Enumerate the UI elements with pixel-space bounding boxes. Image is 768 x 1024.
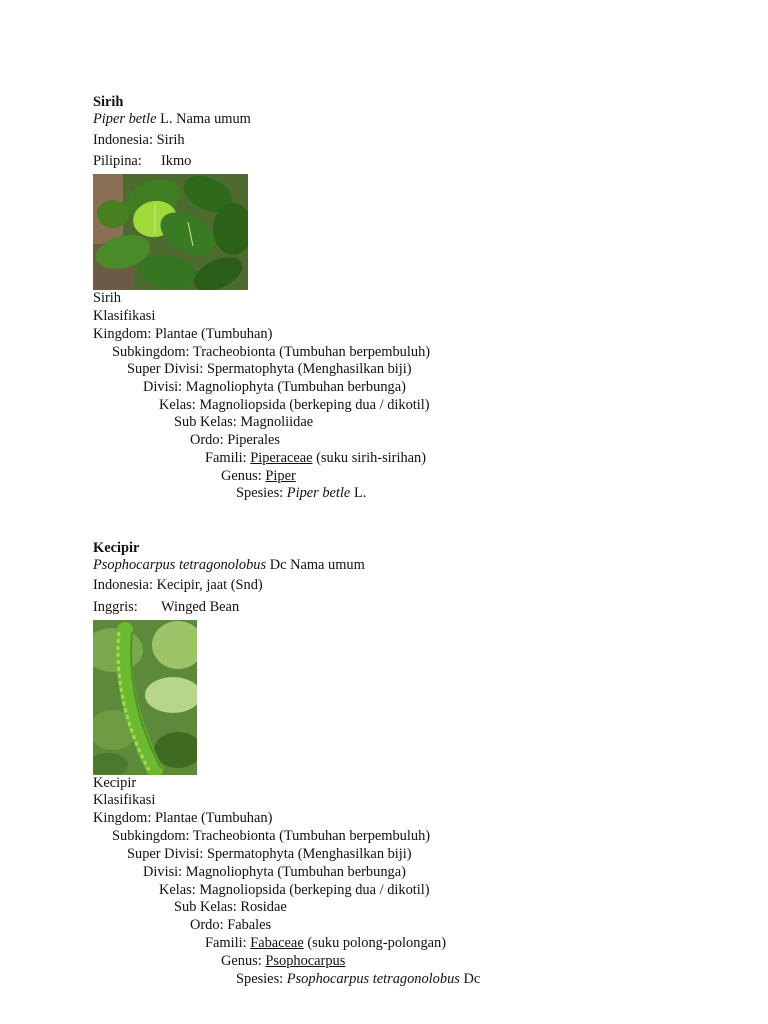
taxonomy-row: Kelas: Magnoliopsida (berkeping dua / dikotil) [159, 397, 430, 413]
taxonomy-row: Famili: Piperaceae (suku sirih-sirihan) [205, 450, 427, 466]
image-caption: Kecipir [93, 775, 137, 791]
taxonomy-row: Genus: Psophocarpus [221, 953, 346, 969]
taxonomy-row: Spesies: Psophocarpus tetragonolobus Dc [236, 971, 481, 987]
taxonomy-row: Ordo: Fabales [190, 917, 272, 933]
taxonomy-row: Super Divisi: Spermatophyta (Menghasilkan biji) [127, 846, 412, 862]
scientific-name: Piper betle [93, 111, 157, 127]
taxonomy-row: Sub Kelas: Magnoliidae [174, 414, 314, 430]
scientific-name-line [93, 557, 365, 574]
taxonomy-row: Super Divisi: Spermatophyta (Menghasilkan biji) [127, 361, 412, 377]
taxonomy-row: Genus: Piper [221, 468, 296, 484]
taxonomy-row: Subkingdom: Tracheobionta (Tumbuhan berpembuluh) [112, 828, 431, 844]
section-title: Kecipir [93, 540, 140, 556]
taxonomy-row: Kingdom: Plantae (Tumbuhan) [93, 326, 273, 342]
klasifikasi-label: Klasifikasi [93, 792, 156, 808]
common-name-label: Indonesia: [93, 132, 153, 148]
taxonomy-row: Subkingdom: Tracheobionta (Tumbuhan berpembuluh) [112, 344, 431, 360]
common-name-label: Pilipina: [93, 153, 142, 169]
taxonomy-row: Kelas: Magnoliopsida (berkeping dua / dikotil) [159, 882, 430, 898]
scientific-suffix: Dc Nama umum [266, 557, 365, 573]
sirih-leaf-photo [93, 174, 248, 290]
klasifikasi-label: Klasifikasi [93, 308, 156, 324]
section-title: Sirih [93, 94, 124, 110]
scientific-suffix: L. Nama umum [156, 111, 251, 127]
genus-link[interactable]: Psophocarpus [265, 953, 346, 969]
taxonomy-row: Spesies: Piper betle L. [236, 485, 367, 501]
genus-link[interactable]: Piper [265, 468, 296, 484]
common-name-value: Winged Bean [161, 599, 240, 615]
scientific-name: Psophocarpus tetragonolobus [93, 557, 267, 573]
common-name-label: Indonesia: [93, 577, 153, 593]
common-name-value: Ikmo [161, 153, 192, 169]
taxonomy-row: Sub Kelas: Rosidae [174, 899, 287, 915]
famili-link[interactable]: Piperaceae [250, 450, 313, 466]
image-caption: Sirih [93, 290, 121, 306]
taxonomy-row: Ordo: Piperales [190, 432, 280, 448]
taxonomy-row: Famili: Fabaceae (suku polong-polongan) [205, 935, 447, 951]
famili-link[interactable]: Fabaceae [250, 935, 304, 951]
common-name-line [93, 599, 239, 616]
common-name-line [93, 153, 191, 170]
taxonomy-row: Divisi: Magnoliophyta (Tumbuhan berbunga) [143, 379, 406, 395]
taxonomy-row: Divisi: Magnoliophyta (Tumbuhan berbunga) [143, 864, 406, 880]
common-name-value: Sirih [156, 132, 185, 148]
scientific-name-line [93, 111, 251, 128]
kecipir-pod-photo [93, 620, 197, 775]
common-name-label: Inggris: [93, 599, 138, 615]
common-name-line [93, 132, 185, 149]
common-name-value: Kecipir, jaat (Snd) [156, 577, 263, 593]
taxonomy-row: Kingdom: Plantae (Tumbuhan) [93, 810, 273, 826]
common-name-line [93, 577, 263, 594]
